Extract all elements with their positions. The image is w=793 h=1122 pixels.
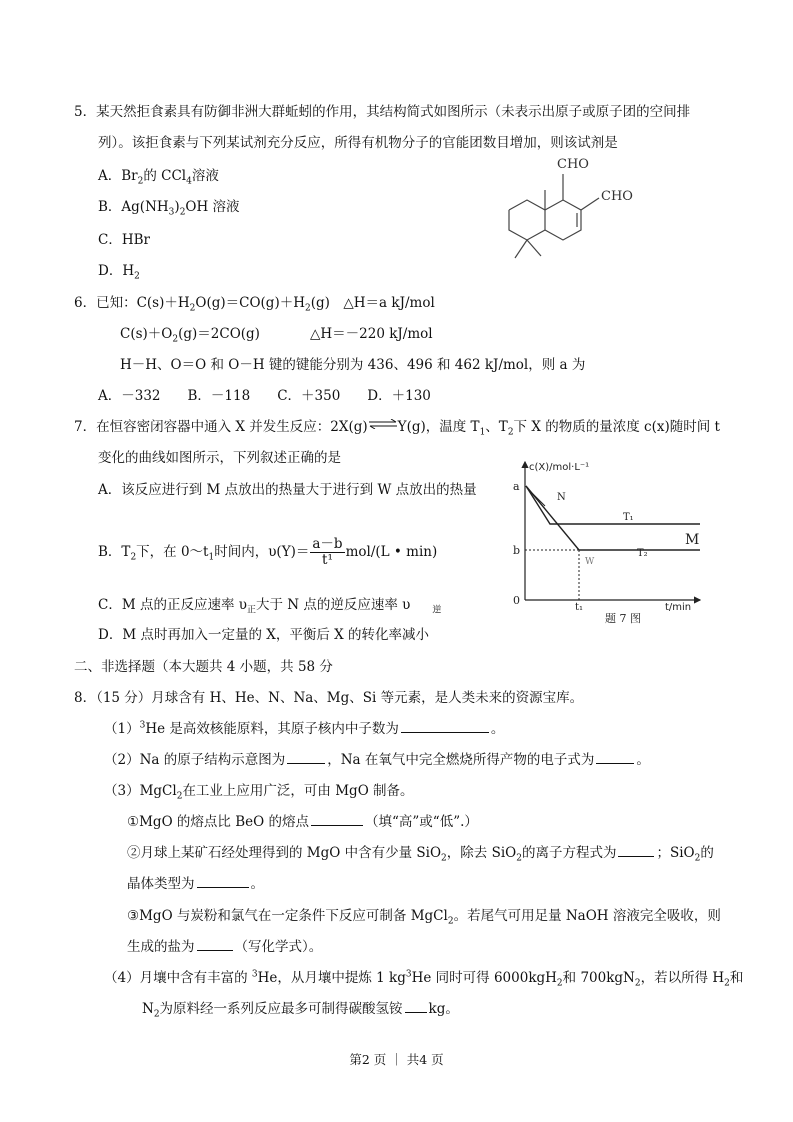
chart-ytick-0: 0	[513, 594, 520, 607]
q8-part3-3-line2: 生成的盐为 （写化学式）。	[127, 935, 322, 955]
section2-heading: 二、非选择题（本大题共 4 小题，共 58 分	[74, 659, 333, 675]
chart-point-n: N	[557, 492, 566, 503]
q8-part2-blank2[interactable]	[596, 749, 634, 764]
q7-option-b-fraction: $\frac{a-b}{\text{t¹}}$	[312, 536, 343, 568]
q8-part3: （3）MgCl$_2$在工业上应用广泛，可由 MgO 制备。	[104, 783, 414, 802]
q8-part4-blank[interactable]	[405, 998, 427, 1013]
chart-legend-t2: T₂	[637, 548, 648, 559]
q5-option-b: B．$Ag(NH_3)_2OH$ 溶液	[98, 199, 240, 218]
q5-option-a: A．$Br_2$的 CCl$_4$溶液	[98, 168, 219, 187]
chart-ylabel: c(X)/mol·L⁻¹	[529, 462, 590, 473]
q5-struct-label-cho-top: CHO	[557, 157, 589, 172]
chart-n-pointer	[527, 488, 545, 506]
q8-part4: （4）月壤中含有丰富的 $^3$He，从月壤中提炼 1 $kg^3He$ 同时可得 6000kgH$_2$和 700kgN$_2$，若以所得 $H_2$和	[104, 969, 744, 989]
q8-title: 8．（15 分）月球含有 H、He、N、Na、Mg、Si 等元素，是人类未来的资源宝库。	[74, 690, 584, 706]
q5-stem-line2: 列）。该拒食素与下列某试剂充分反应，所得有机物分子的官能团数目增加，则该试剂是	[98, 135, 618, 151]
q8-part2: （2）Na 的原子结构示意图为 ，Na 在氧气中完全燃烧所得产物的电子式为 。	[104, 748, 650, 768]
q8-part3-3-blank[interactable]	[197, 936, 233, 951]
q5-option-c: C．HBr	[98, 232, 150, 248]
q8-part3-2-blank2[interactable]	[197, 873, 249, 888]
q8-part3-1-blank[interactable]	[311, 811, 363, 826]
q6-line1: 6．已知：$C(s)+H_2O(g)=CO(g)+H_2(g)$ △H＝a kJ/mol	[74, 295, 435, 314]
q5-struct-label-cho-right: CHO	[601, 189, 633, 204]
q5-stem-line1: 5．某天然拒食素具有防御非洲大群蚯蚓的作用，其结构简式如图所示（未表示出原子或原子团的空间排	[74, 104, 691, 120]
chart-legend-t1: T₁	[623, 512, 634, 523]
chart-ytick-b: b	[513, 544, 521, 557]
q8-part3-3: ③MgO 与炭粉和氯气在一定条件下反应可制备 MgCl$_2$。若尾气可用足量 NaOH 溶液完全吸收，则	[127, 908, 721, 927]
q6-options: A．－332 B．－118 C．＋350 D．＋130	[98, 388, 431, 404]
chart-point-w: W	[585, 557, 595, 567]
equilibrium-arrow-icon	[368, 417, 398, 433]
q7-option-a: A．该反应进行到 M 点放出的热量大于进行到 W 点放出的热量	[98, 482, 477, 498]
q8-part3-1: ①MgO 的熔点比 BeO 的熔点 （填“高”或“低”.）	[127, 810, 478, 830]
page-footer: 第2 页 ｜ 共4 页	[349, 1052, 444, 1067]
chart-series-t2-line	[526, 486, 700, 550]
q5-structure-figure	[495, 152, 645, 267]
q8-part2-blank1[interactable]	[287, 749, 325, 764]
chart-title: 题 7 图	[605, 612, 641, 625]
chart-ytick-a: a	[513, 480, 520, 493]
q5-option-d: D．$H_2$	[98, 263, 140, 282]
q8-part3-2: ②月球上某矿石经处理得到的 MgO 中含有少量 SiO$_2$，除去 SiO$_2$的离子方程式为 ；SiO$_2$的	[127, 841, 714, 864]
q7-option-c: C．M 点的正反应速率 $\upsilon_正$大于 N 点的逆反应速率 υ $_逆$	[98, 597, 442, 616]
q6-line3: H－H、O＝O 和 O－H 键的键能分别为 436、496 和 462 kJ/mol，则 a 为	[120, 357, 586, 373]
q8-part1-blank[interactable]	[401, 718, 489, 733]
q8-part1: $(1)^3He$ 是高效核能原料，其原子核内中子数为 。	[104, 717, 504, 737]
q7-option-b: B．$T_2$下，在 $0\sim t_1$时间内，υ(Y)＝ $\frac{a-b}{\text{t¹}}$ mol/(L • min)	[98, 536, 438, 568]
q7-line1: 7．在恒容密闭容器中通入 X 并发生反应：2X(g) Y(g)，温度 $T_1$、$T_2$下 X 的物质的量浓度 c(x)随时间 t	[74, 419, 720, 438]
q7-chart	[505, 458, 705, 628]
q6-line2: $C(s)+O_2(g)=2CO(g)$	[120, 326, 260, 345]
q7-option-d: D．M 点时再加入一定量的 X，平衡后 X 的转化率减小	[98, 627, 430, 643]
chart-xtick-t1: t₁	[575, 602, 584, 613]
q8-part3-2-line2: 晶体类型为 。	[127, 872, 264, 892]
q8-part3-2-blank1[interactable]	[618, 842, 654, 857]
chart-point-m: M	[685, 532, 700, 548]
q8-part4-line2: $N_2$为原料经一系列反应最多可制得碳酸氢铵 kg。	[142, 997, 459, 1020]
q6-line2-enthalpy: △H＝－220 kJ/mol	[310, 326, 433, 342]
q7-line2: 变化的曲线如图所示，下列叙述正确的是	[98, 450, 341, 466]
chart-xlabel: t/min	[665, 602, 692, 613]
